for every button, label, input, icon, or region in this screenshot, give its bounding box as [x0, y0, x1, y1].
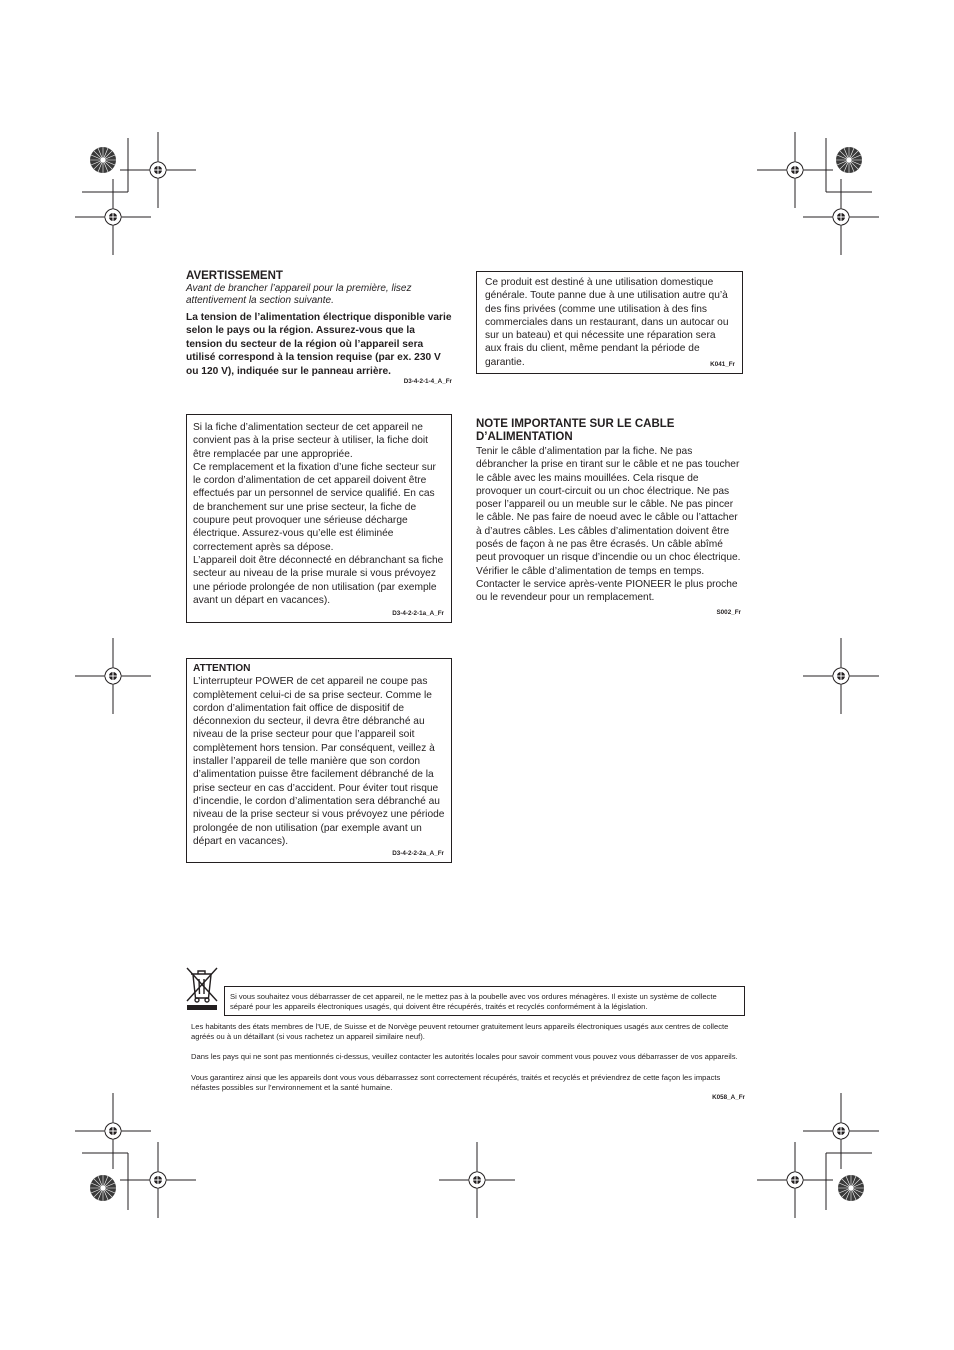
registration-mark-bottom-center	[439, 1142, 515, 1218]
power-cable-body: Tenir le câble d’alimentation par la fiche. Ne pas débrancher la prise en tirant sur le câble et ne pas toucher le câble avec les mains mouillées. Cela risque de provoquer un court-circuit ou un choc électrique. Ne pas poser l’appareil ou un meuble sur le câble. Ne pas pincer le câble. Ne pas faire de noeud avec le câble ou l’attacher à d’autres câbles. Les câbles d’alimentation doivent être posés de façon à ne pas être écrasés. Un câble abîmé peut provoquer un risque d’incendie ou un choc électrique. Vérifier le câble d’alimentation de temps en temps. Contacter le service après-vente PIONEER le plus proche ou le revendeur pour un remplacement.	[476, 446, 741, 604]
attention-title: ATTENTION	[193, 663, 251, 674]
power-cable-title: NOTE IMPORTANTE SUR LE CABLE D’ALIMENTATION	[476, 418, 675, 443]
registration-mark-bottom-right	[757, 1093, 879, 1218]
power-cable-section	[476, 418, 743, 616]
avertissement-code: D3-4-2-1-4_A_Fr	[403, 378, 452, 386]
domestic-use-notice	[476, 271, 743, 374]
registration-mark-top-left	[75, 132, 196, 255]
disposal-details	[191, 1022, 745, 1101]
domestic-use-body: Ce produit est destiné à une utilisation domestique générale. Toute panne due à une utilisation autre qu’à des fins privées (comme une utilisation à des fins commerciales dans un restaurant, dans un autocar ou sur un bateau) et qui nécessite une réparation sera aux frais du client, même pendant la période de garantie.	[485, 277, 729, 368]
crossed-bin-icon	[184, 965, 220, 1011]
disposal-paragraph-3: Vous garantirez ainsi que les appareils dont vous vous débarrassez sont correctement récupérés, traités et recyclés et préviendrez de cette façon les impacts néfastes possibles sur l’environnement et la santé humaine.	[191, 1072, 721, 1092]
disposal-paragraph-2: Dans les pays qui ne sont pas mentionnés ci-dessus, veuillez contacter les autorités locales pour savoir comment vous pouvez vous débarrasser de vos appareils.	[191, 1052, 738, 1062]
avertissement-intro: Avant de brancher l’appareil pour la première, lisez attentivement la section suivante.	[186, 283, 412, 306]
registration-mark-mid-right	[803, 638, 879, 714]
attention-notice	[186, 658, 452, 863]
registration-mark-bottom-left	[75, 1093, 196, 1218]
plug-code: D3-4-2-2-1a_A_Fr	[392, 610, 444, 617]
plug-paragraph-2: Ce remplacement et la fixation d’une fiche secteur sur le cordon d’alimentation de cet appareil doivent être effectués par un personnel de service qualifié. En cas de branchement sur une prise secteur, la fiche de coupure peut provoquer une sérieuse décharge électrique. Assurez-vous qu’elle est éliminée correctement après sa dépose.	[193, 461, 436, 553]
avertissement-title: AVERTISSEMENT	[186, 270, 283, 282]
attention-body: L’interrupteur POWER de cet appareil ne coupe pas complètement celui-ci de sa prise secteur. Comme le cordon d’alimentation fait office de dispositif de déconnexion du secteur, il devra être débranché au niveau de la prise secteur pour que l’appareil soit complètement hors tension. Par conséquent, veillez à installer l’appareil de telle manière que son cordon d’alimentation puisse être facilement débranché de la prise secteur en cas d’accident. Pour éviter tout risque d’incendie, le cordon d’alimentation sera débranché au niveau de la prise secteur si vous prévoyez une période prolongée de non utilisation (par exemple avant un départ en vacances).	[193, 676, 445, 847]
plug-replacement-notice	[186, 414, 452, 623]
attention-code: D3-4-2-2-2a_A_Fr	[392, 850, 444, 857]
plug-paragraph-3: L’appareil doit être déconnecté en débranchant sa fiche secteur au niveau de la prise murale si vous prévoyez une période prolongée de non utilisation (par exemple avant un départ en vacances).	[193, 554, 444, 606]
avertissement-body: La tension de l’alimentation électrique disponible varie selon le pays ou la région. Assurez-vous que la tension du secteur de la région où l’appareil sera utilisé correspond à la tension requise (par ex. 230 V ou 120 V), indiquée sur le panneau arrière.	[186, 312, 452, 377]
disposal-notice	[224, 986, 745, 1016]
domestic-use-code: K041_Fr	[710, 361, 735, 368]
disposal-code: K058_A_Fr	[712, 1094, 745, 1102]
avertissement-section	[186, 270, 452, 385]
disposal-paragraph-1: Les habitants des états membres de l’UE, de Suisse et de Norvège peuvent retourner gratuitement leurs appareils électroniques usagés aux centres de collecte agréés ou à un détaillant (si vous rachetez un appareil similaire neuf).	[191, 1022, 729, 1042]
power-cable-code: S002_Fr	[716, 609, 741, 616]
disposal-boxed-text: Si vous souhaitez vous débarrasser de cet appareil, ne le mettez pas à la poubelle avec vos ordures ménagères. Il existe un système de collecte séparé pour les appareils électroniques usagés, qui doivent être récupérés, traités et recyclés conformément à la législation.	[230, 992, 717, 1012]
plug-paragraph-1: Si la fiche d’alimentation secteur de cet appareil ne convient pas à la prise secteur à utiliser, la fiche doit être remplacée par une appropriée.	[193, 422, 429, 460]
registration-mark-mid-left	[75, 638, 151, 714]
registration-mark-top-right	[757, 132, 879, 255]
